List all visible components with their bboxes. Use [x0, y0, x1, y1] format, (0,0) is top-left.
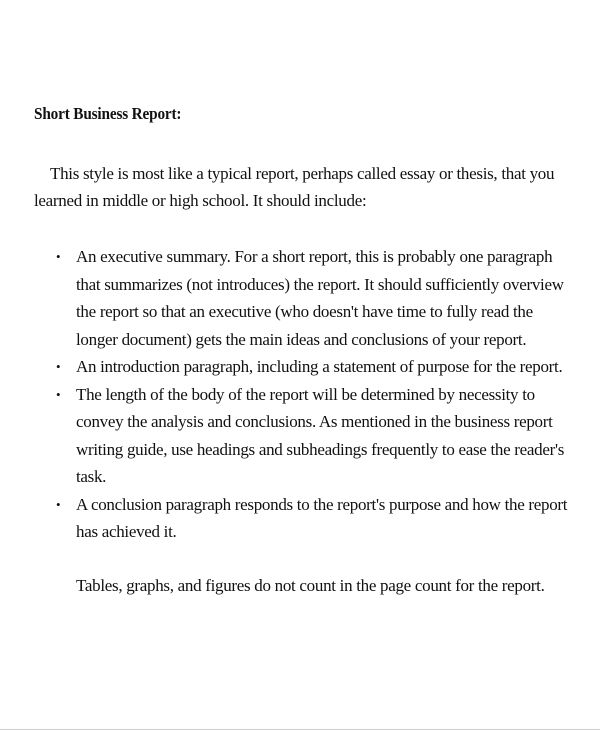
list-item-introduction	[34, 353, 574, 381]
section-heading: Short Business Report:	[34, 104, 182, 123]
list-item-conclusion	[34, 491, 574, 546]
bullet-icon: •	[56, 249, 61, 264]
requirements-list	[34, 243, 574, 546]
list-item-body	[34, 381, 574, 491]
list-item-text: The length of the body of the report will be determined by necessity to convey the analysis and conclusions. As mentioned in the business report writing guide, use headings and subheadings frequently to ease the reader's task.	[76, 384, 565, 486]
bullet-icon: •	[56, 359, 61, 374]
bullet-icon: •	[56, 386, 61, 402]
list-item-text: A conclusion paragraph responds to the report's purpose and how the report has achieved it.	[76, 494, 568, 541]
list-item-text: An executive summary. For a short report, this is probably one paragraph that summarizes (not introduces) the report. It should sufficiently overview the report so that an executive (who doesn't have time to fully read the longer document) gets the main ideas and conclusions of your report.	[76, 247, 564, 349]
list-item-executive-summary	[34, 243, 574, 353]
bullet-icon: •	[56, 496, 61, 512]
footer-note: Tables, graphs, and figures do not count in the page count for the report.	[76, 576, 545, 595]
list-item-text: An introduction paragraph, including a statement of purpose for the report.	[76, 357, 563, 376]
intro-paragraph: This style is most like a typical report, perhaps called essay or thesis, that you learned in middle or high school. It should include:	[34, 164, 555, 210]
